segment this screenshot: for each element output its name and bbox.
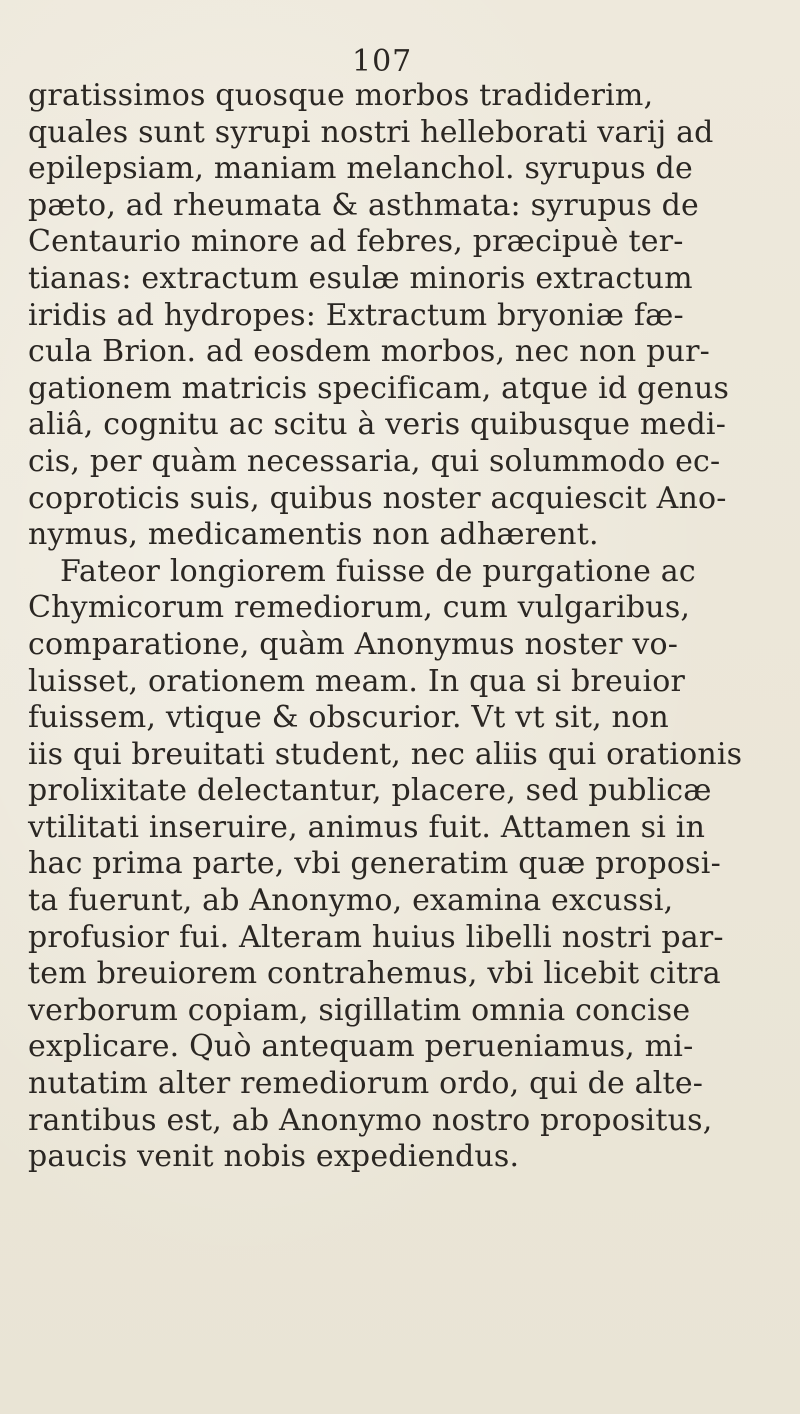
text-line: luisset, orationem meam. In qua si breuior	[28, 663, 686, 699]
text-line: pæto, ad rheumata & asthmata: syrupus de	[28, 187, 700, 223]
text-line: cula Brion. ad eosdem morbos, nec non pur-	[28, 334, 710, 370]
page-number: 107	[352, 44, 413, 79]
text-line: fuissem, vtique & obscurior. Vt vt sit, non	[28, 700, 669, 736]
text-line: nutatim alter remediorum ordo, qui de alte-	[28, 1066, 704, 1102]
text-line: Centaurio minore ad febres, præcipuè ter-	[28, 224, 684, 260]
text-line: iis qui breuitati student, nec aliis qui orationis	[28, 736, 743, 772]
text-line: verborum copiam, sigillatim omnia concise	[28, 992, 691, 1028]
text-line: aliâ, cognitu ac scitu à veris quibusque medi-	[28, 407, 727, 443]
text-line: quales sunt syrupi nostri helleborati varij ad	[28, 114, 714, 150]
text-line: ta fuerunt, ab Anonymo, examina excussi,	[28, 883, 674, 919]
text-line: nymus, medicamentis non adhærent.	[28, 517, 599, 553]
text-line: vtilitati inseruire, animus fuit. Attamen si in	[28, 809, 706, 845]
text-line: comparatione, quàm Anonymus noster vo-	[28, 626, 679, 662]
text-line: epilepsiam, maniam melanchol. syrupus de	[28, 151, 693, 187]
text-line: cis, per quàm necessaria, qui solummodo ec-	[28, 443, 721, 479]
body-text	[28, 78, 788, 1176]
paragraph-start-line: Fateor longiorem fuisse de purgatione ac	[60, 553, 696, 589]
text-line: tem breuiorem contrahemus, vbi licebit citra	[28, 956, 721, 992]
text-line: gationem matricis specificam, atque id genus	[28, 370, 730, 406]
text-line: tianas: extractum esulæ minoris extractum	[28, 260, 693, 296]
text-line: coproticis suis, quibus noster acquiescit Ano-	[28, 480, 727, 516]
text-line: prolixitate delectantur, placere, sed publicæ	[28, 773, 712, 809]
text-line: iridis ad hydropes: Extractum bryoniæ fæ-	[28, 297, 684, 333]
text-line: hac prima parte, vbi generatim quæ proposi-	[28, 846, 721, 882]
text-line: rantibus est, ab Anonymo nostro propositus,	[28, 1102, 713, 1138]
text-line: Chymicorum remediorum, cum vulgaribus,	[28, 590, 691, 626]
text-line: paucis venit nobis expediendus.	[28, 1139, 520, 1175]
text-line: explicare. Quò antequam perueniamus, mi-	[28, 1029, 694, 1065]
text-line: profusior fui. Alteram huius libelli nostri par-	[28, 919, 724, 955]
text-line: gratissimos quosque morbos tradiderim,	[28, 78, 654, 113]
